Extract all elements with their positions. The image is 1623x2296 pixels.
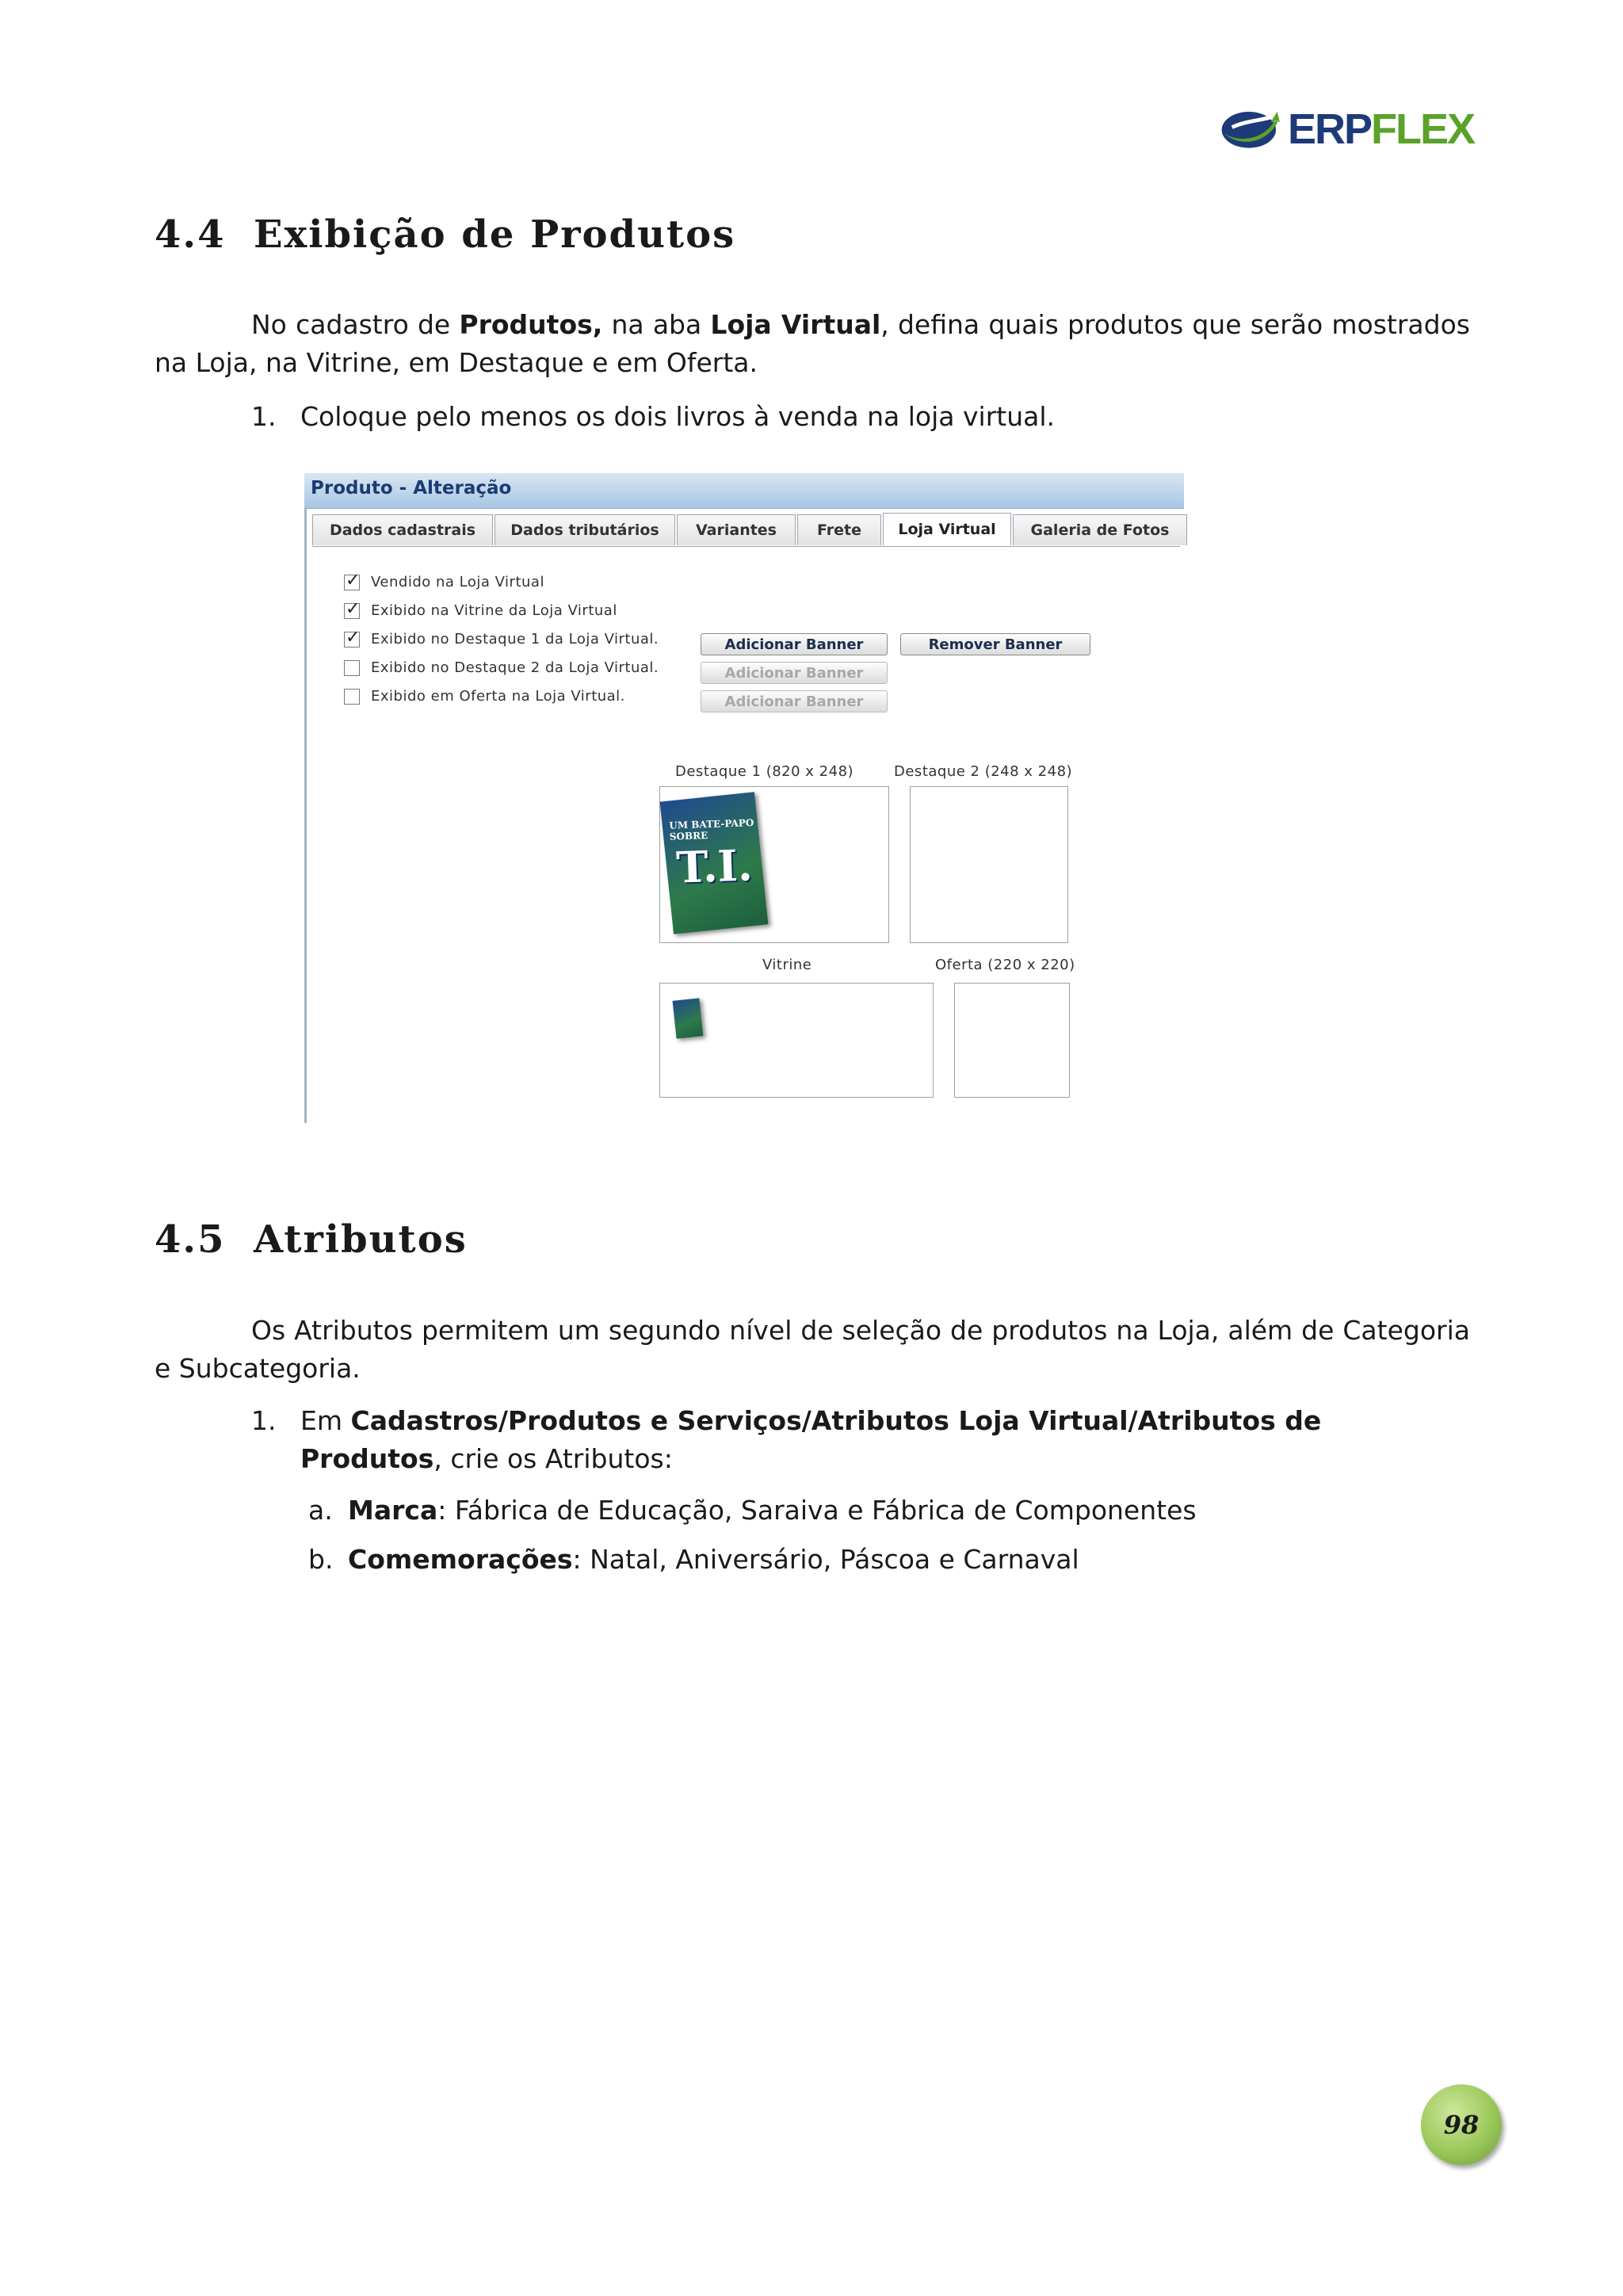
destaque-1-label: Destaque 1 (820 x 248) (675, 763, 854, 780)
book-cover-title: UM BATE-PAPO SOBRE (669, 817, 754, 842)
checkbox-label: Exibido na Vitrine da Loja Virtual (371, 602, 617, 619)
section-4-5-paragraph: Os Atributos permitem um segundo nível de seleção de produtos na Loja, além de Categoria e Subcategoria. (155, 1315, 1470, 1384)
product-edit-screenshot (304, 473, 1184, 1123)
oferta-label: Oferta (220 x 220) (935, 957, 1075, 973)
page-number: 98 (1443, 2110, 1480, 2140)
vitrine-label: Vitrine (762, 957, 812, 973)
window-title: Produto - Alteração (311, 478, 512, 499)
sub-list-item-a: a. Marca: Fábrica de Educação, Saraiva e Fábrica de Componentes (308, 1495, 1197, 1526)
page-number-badge (1421, 2084, 1502, 2165)
checkbox-label: Exibido no Destaque 2 da Loja Virtual. (371, 659, 659, 676)
tab-dados-cadastrais[interactable]: Dados cadastrais (312, 514, 493, 545)
add-banner-destaque-1-button[interactable]: Adicionar Banner (701, 633, 888, 655)
checkbox[interactable] (344, 660, 360, 676)
checkbox[interactable] (344, 575, 360, 590)
checkbox-label: Exibido no Destaque 1 da Loja Virtual. (371, 631, 659, 648)
book-thumbnail-image (673, 998, 704, 1038)
list-item: 1. Em Cadastros/Produtos e Serviços/Atributos Loja Virtual/Atributos de Produtos, crie os Atributos: (251, 1405, 1322, 1474)
section-4-4-paragraph: No cadastro de Produtos, na aba Loja Virtual, defina quais produtos que serão mostrados na Loja, na Vitrine, em Destaque e em Oferta. (155, 309, 1470, 378)
tab-variantes[interactable]: Variantes (677, 514, 796, 545)
checkbox-label: Vendido na Loja Virtual (371, 574, 544, 590)
tab-loja-virtual[interactable]: Loja Virtual (883, 513, 1011, 545)
section-title: Atributos (254, 1217, 468, 1262)
book-cover-image (660, 792, 769, 934)
checkbox-label: Exibido em Oferta na Loja Virtual. (371, 688, 625, 705)
tab-frete[interactable]: Frete (797, 514, 881, 545)
checkbox[interactable] (344, 603, 360, 619)
tab-bar (312, 514, 1189, 546)
section-4-5-heading (155, 1217, 468, 1262)
checkbox-row-vitrine[interactable] (344, 602, 617, 619)
window-left-border (304, 508, 310, 1123)
section-number: 4.4 (155, 212, 226, 257)
tab-divider (312, 546, 1180, 547)
list-item: 1. Coloque pelo menos os dois livros à venda na loja virtual. (251, 401, 1056, 432)
checkbox-row-destaque-1[interactable] (344, 631, 659, 648)
book-cover-big-title: T.I. (675, 839, 754, 893)
tab-galeria-de-fotos[interactable]: Galeria de Fotos (1013, 514, 1187, 545)
destaque-1-image-slot[interactable] (659, 786, 889, 943)
add-banner-oferta-button[interactable]: Adicionar Banner (701, 690, 888, 712)
window-titlebar (304, 473, 1184, 509)
remove-banner-button[interactable]: Remover Banner (900, 633, 1090, 655)
erpflex-swoosh-icon (1220, 103, 1280, 155)
logo-wordmark: ERPFLEX (1287, 105, 1474, 153)
section-number: 4.5 (155, 1217, 226, 1262)
checkbox[interactable] (344, 689, 360, 705)
checkbox-row-destaque-2[interactable] (344, 659, 659, 676)
oferta-image-slot[interactable] (954, 983, 1070, 1098)
checkbox-row-oferta[interactable] (344, 688, 625, 705)
checkbox-row-vendido[interactable] (344, 574, 544, 590)
add-banner-destaque-2-button[interactable]: Adicionar Banner (701, 662, 888, 684)
tab-dados-tributarios[interactable]: Dados tributários (495, 514, 675, 545)
section-4-4-heading (155, 212, 735, 257)
sub-list-item-b: b. Comemorações: Natal, Aniversário, Páscoa e Carnaval (308, 1544, 1079, 1575)
section-title: Exibição de Produtos (254, 212, 736, 257)
destaque-2-label: Destaque 2 (248 x 248) (894, 763, 1073, 780)
erpflex-logo (1220, 101, 1474, 157)
checkbox[interactable] (344, 632, 360, 648)
vitrine-image-slot[interactable] (659, 983, 934, 1098)
destaque-2-image-slot[interactable] (910, 786, 1068, 943)
